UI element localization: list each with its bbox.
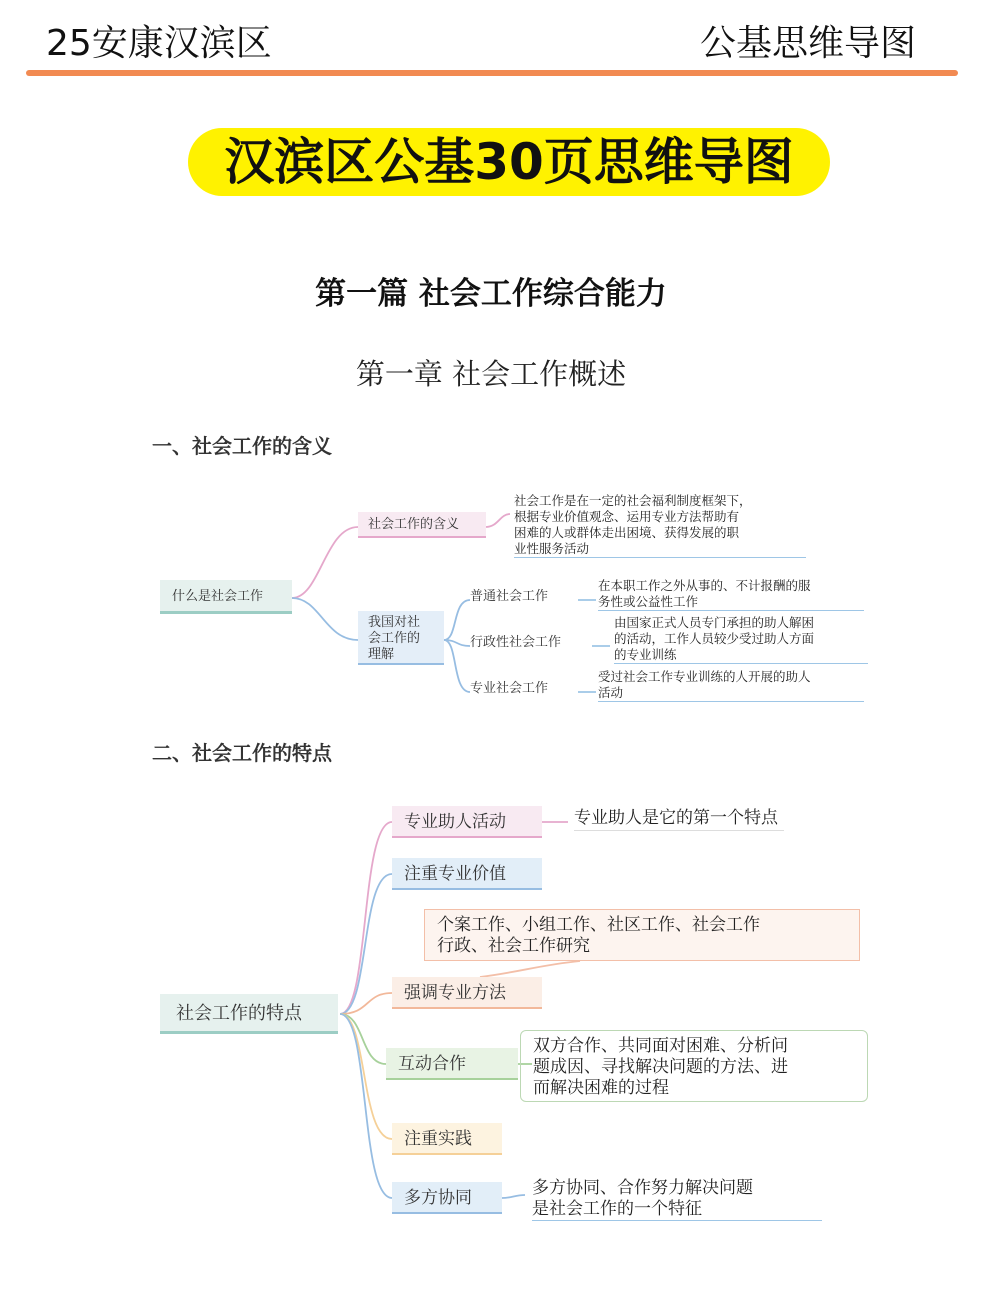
text-line: 根据专业价值观念、运用专业方法帮助有	[514, 509, 740, 524]
text-line: 受过社会工作专业训练的人开展的助人	[598, 669, 811, 684]
text-line: 在本职工作之外从事的、不计报酬的服	[598, 578, 811, 593]
page-title: 汉滨区公基30页思维导图	[188, 128, 830, 196]
text-line: 由国家正式人员专门承担的助人解困	[614, 615, 815, 630]
map1-prof-text	[598, 669, 864, 702]
map1-meaning-node: 社会工作的含义	[358, 512, 486, 538]
map1-prof-node: 专业社会工作	[470, 681, 549, 696]
map2-help-node: 专业助人活动	[392, 806, 542, 838]
text-line: 的活动，工作人员较少受过助人方面	[614, 631, 815, 646]
map1-general-node: 普通社会工作	[470, 589, 549, 604]
text-line: 困难的人或群体走出困境、获得发展的职	[514, 525, 740, 540]
text-line: 会工作的	[368, 631, 421, 646]
section1-heading: 一、社会工作的含义	[152, 434, 332, 458]
chapter-title: 第一章 社会工作概述	[355, 357, 627, 391]
map1-root-node: 什么是社会工作	[160, 580, 292, 614]
text-line: 我国对社	[368, 615, 421, 630]
map2-multi-text	[532, 1178, 822, 1221]
map2-multi-node: 多方协同	[392, 1182, 502, 1214]
text-line: 个案工作、小组工作、社区工作、社会工作	[437, 915, 760, 935]
map2-practice-node: 注重实践	[392, 1123, 502, 1155]
map2-interact-node: 互动合作	[386, 1048, 518, 1080]
text-line: 而解决困难的过程	[533, 1078, 669, 1098]
map1-understanding-node	[358, 611, 444, 665]
map1-admin-node: 行政性社会工作	[470, 635, 562, 650]
map1-general-text	[598, 578, 864, 611]
map2-method-box	[424, 909, 860, 961]
text-line: 题成因、寻找解决问题的方法、进	[533, 1057, 788, 1077]
text-line: 业性服务活动	[514, 541, 590, 556]
map2-interact-box	[520, 1030, 868, 1102]
map2-method-node: 强调专业方法	[392, 977, 542, 1009]
map1-admin-text	[614, 615, 868, 664]
map2-help-text: 专业助人是它的第一个特点	[574, 808, 784, 831]
text-line: 多方协同、合作努力解决问题	[532, 1178, 753, 1198]
text-line: 活动	[598, 685, 624, 700]
text-line: 是社会工作的一个特征	[532, 1199, 702, 1219]
map2-value-node: 注重专业价值	[392, 858, 542, 890]
text-line: 社会工作是在一定的社会福利制度框架下，	[514, 493, 752, 508]
text-line: 务性或公益性工作	[598, 594, 699, 609]
text-line: 双方合作、共同面对困难、分析问	[533, 1036, 788, 1056]
section2-heading: 二、社会工作的特点	[152, 741, 332, 765]
map1-meaning-text	[514, 493, 806, 558]
text-line: 的专业训练	[614, 647, 677, 662]
header-right-text: 公基思维导图	[699, 23, 916, 64]
header-left-text: 25安康汉滨区	[46, 23, 272, 64]
part-title: 第一篇 社会工作综合能力	[315, 276, 667, 312]
map2-root-node: 社会工作的特点	[160, 994, 338, 1034]
text-line: 行政、社会工作研究	[437, 936, 590, 956]
text-line: 理解	[368, 647, 395, 662]
